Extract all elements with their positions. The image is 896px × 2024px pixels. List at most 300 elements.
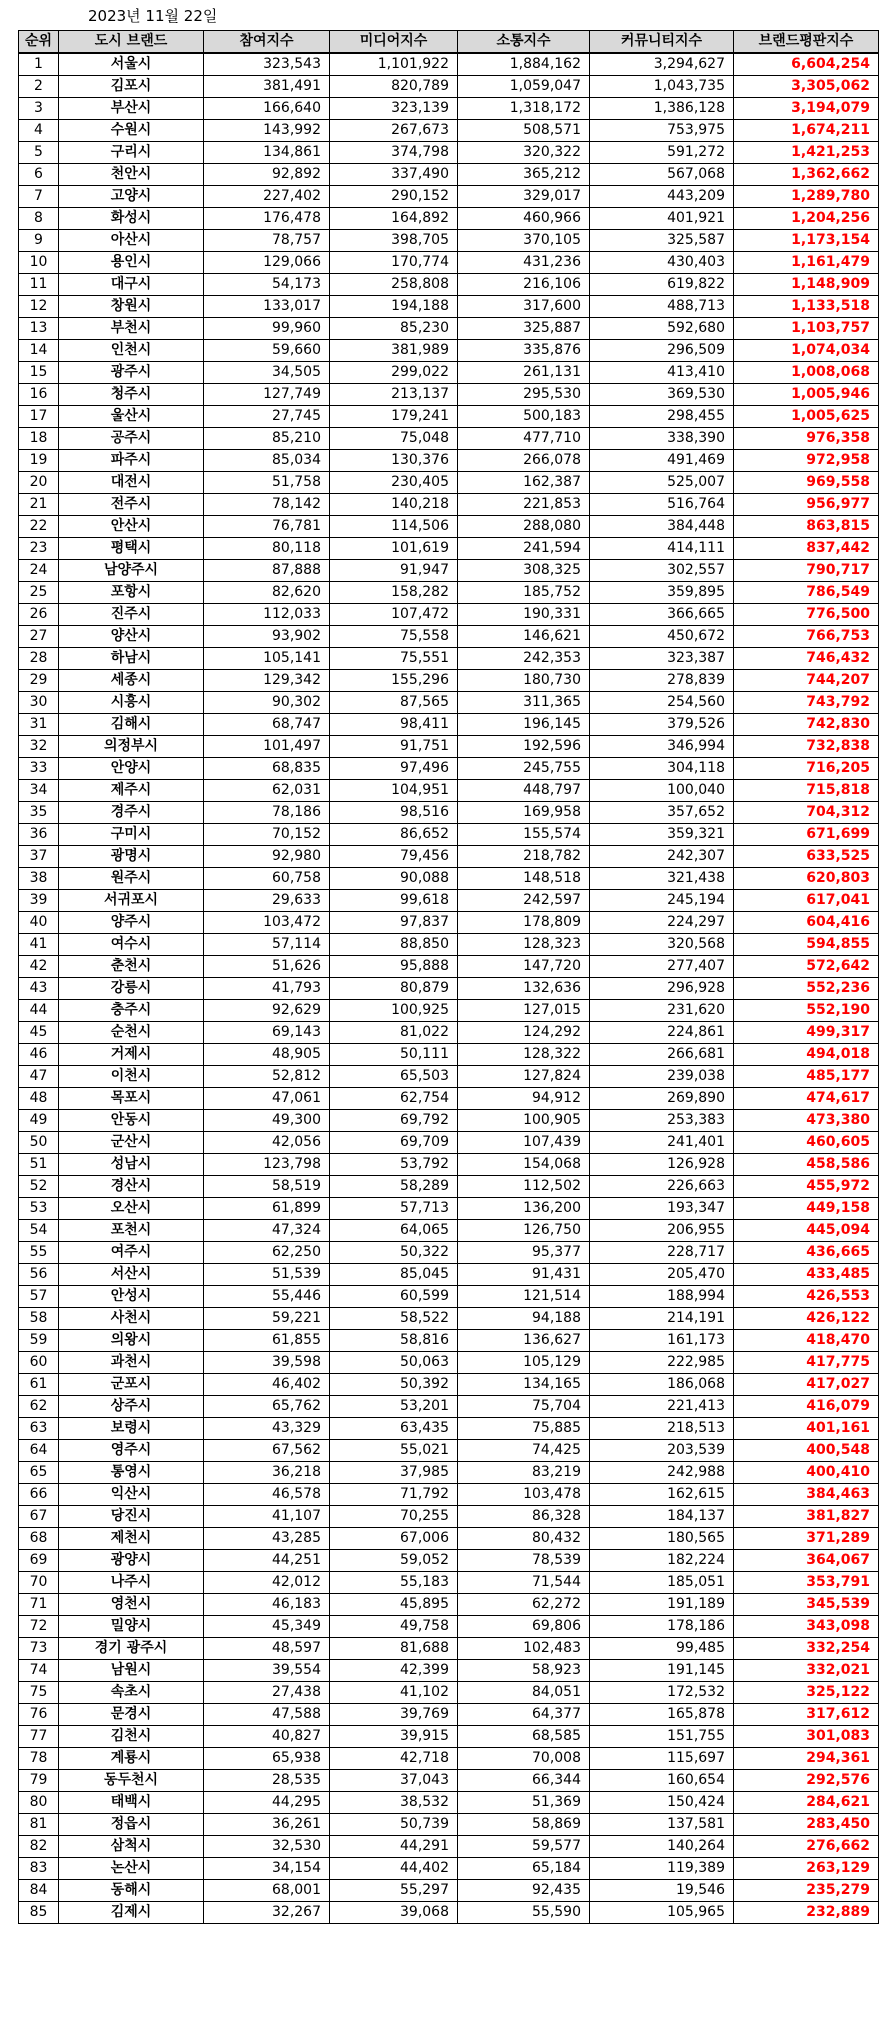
cell-media: 37,985 [330, 1462, 458, 1484]
cell-city-brand: 여수시 [59, 934, 204, 956]
cell-media: 194,188 [330, 296, 458, 318]
cell-communication: 216,106 [458, 274, 590, 296]
cell-rank: 58 [19, 1308, 59, 1330]
cell-media: 90,088 [330, 868, 458, 890]
cell-brand-index: 776,500 [734, 604, 879, 626]
cell-brand-index: 485,177 [734, 1066, 879, 1088]
cell-media: 50,322 [330, 1242, 458, 1264]
cell-city-brand: 김천시 [59, 1726, 204, 1748]
cell-participation: 54,173 [204, 274, 330, 296]
cell-community: 320,568 [590, 934, 734, 956]
table-row [19, 142, 879, 164]
cell-participation: 51,626 [204, 956, 330, 978]
cell-participation: 67,562 [204, 1440, 330, 1462]
cell-city-brand: 성남시 [59, 1154, 204, 1176]
table-row [19, 1528, 879, 1550]
cell-brand-index: 969,558 [734, 472, 879, 494]
cell-communication: 62,272 [458, 1594, 590, 1616]
cell-communication: 308,325 [458, 560, 590, 582]
cell-city-brand: 의왕시 [59, 1330, 204, 1352]
cell-community: 239,038 [590, 1066, 734, 1088]
cell-community: 224,297 [590, 912, 734, 934]
cell-brand-index: 343,098 [734, 1616, 879, 1638]
cell-brand-index: 417,775 [734, 1352, 879, 1374]
table-row [19, 1308, 879, 1330]
cell-city-brand: 전주시 [59, 494, 204, 516]
table-row [19, 1066, 879, 1088]
cell-community: 224,861 [590, 1022, 734, 1044]
cell-media: 62,754 [330, 1088, 458, 1110]
cell-media: 100,925 [330, 1000, 458, 1022]
cell-rank: 67 [19, 1506, 59, 1528]
cell-rank: 10 [19, 252, 59, 274]
cell-media: 381,989 [330, 340, 458, 362]
cell-rank: 77 [19, 1726, 59, 1748]
cell-communication: 448,797 [458, 780, 590, 802]
cell-brand-index: 1,421,253 [734, 142, 879, 164]
cell-communication: 127,015 [458, 1000, 590, 1022]
cell-media: 55,183 [330, 1572, 458, 1594]
cell-rank: 47 [19, 1066, 59, 1088]
cell-community: 591,272 [590, 142, 734, 164]
cell-media: 55,021 [330, 1440, 458, 1462]
cell-city-brand: 통영시 [59, 1462, 204, 1484]
cell-participation: 61,855 [204, 1330, 330, 1352]
cell-brand-index: 455,972 [734, 1176, 879, 1198]
table-row [19, 1770, 879, 1792]
cell-brand-index: 790,717 [734, 560, 879, 582]
cell-city-brand: 익산시 [59, 1484, 204, 1506]
cell-brand-index: 1,362,662 [734, 164, 879, 186]
cell-participation: 78,757 [204, 230, 330, 252]
cell-city-brand: 충주시 [59, 1000, 204, 1022]
cell-community: 162,615 [590, 1484, 734, 1506]
table-row [19, 1616, 879, 1638]
cell-participation: 43,285 [204, 1528, 330, 1550]
cell-brand-index: 1,161,479 [734, 252, 879, 274]
cell-participation: 92,892 [204, 164, 330, 186]
cell-city-brand: 안성시 [59, 1286, 204, 1308]
table-row [19, 714, 879, 736]
cell-city-brand: 거제시 [59, 1044, 204, 1066]
cell-rank: 83 [19, 1858, 59, 1880]
cell-rank: 72 [19, 1616, 59, 1638]
table-row [19, 604, 879, 626]
cell-participation: 176,478 [204, 208, 330, 230]
cell-rank: 28 [19, 648, 59, 670]
cell-rank: 69 [19, 1550, 59, 1572]
cell-participation: 82,620 [204, 582, 330, 604]
table-row [19, 1682, 879, 1704]
cell-community: 214,191 [590, 1308, 734, 1330]
cell-brand-index: 418,470 [734, 1330, 879, 1352]
cell-communication: 92,435 [458, 1880, 590, 1902]
cell-participation: 27,745 [204, 406, 330, 428]
cell-city-brand: 목포시 [59, 1088, 204, 1110]
cell-community: 366,665 [590, 604, 734, 626]
col-header-community: 커뮤니티지수 [590, 31, 734, 54]
table-row [19, 1484, 879, 1506]
cell-communication: 134,165 [458, 1374, 590, 1396]
cell-communication: 196,145 [458, 714, 590, 736]
cell-participation: 68,001 [204, 1880, 330, 1902]
cell-brand-index: 3,194,079 [734, 98, 879, 120]
cell-rank: 37 [19, 846, 59, 868]
cell-participation: 28,535 [204, 1770, 330, 1792]
cell-community: 193,347 [590, 1198, 734, 1220]
cell-city-brand: 파주시 [59, 450, 204, 472]
cell-city-brand: 문경시 [59, 1704, 204, 1726]
cell-participation: 39,598 [204, 1352, 330, 1374]
cell-city-brand: 고양시 [59, 186, 204, 208]
cell-rank: 24 [19, 560, 59, 582]
cell-community: 115,697 [590, 1748, 734, 1770]
cell-media: 75,551 [330, 648, 458, 670]
cell-rank: 81 [19, 1814, 59, 1836]
cell-media: 374,798 [330, 142, 458, 164]
cell-brand-index: 433,485 [734, 1264, 879, 1286]
cell-rank: 63 [19, 1418, 59, 1440]
cell-brand-index: 401,161 [734, 1418, 879, 1440]
cell-rank: 18 [19, 428, 59, 450]
cell-city-brand: 아산시 [59, 230, 204, 252]
cell-brand-index: 743,792 [734, 692, 879, 714]
cell-communication: 102,483 [458, 1638, 590, 1660]
cell-communication: 185,752 [458, 582, 590, 604]
cell-rank: 35 [19, 802, 59, 824]
cell-community: 338,390 [590, 428, 734, 450]
table-row [19, 384, 879, 406]
cell-community: 160,654 [590, 1770, 734, 1792]
cell-participation: 103,472 [204, 912, 330, 934]
cell-community: 323,387 [590, 648, 734, 670]
table-row [19, 516, 879, 538]
cell-rank: 20 [19, 472, 59, 494]
cell-community: 298,455 [590, 406, 734, 428]
cell-community: 384,448 [590, 516, 734, 538]
table-row [19, 1198, 879, 1220]
cell-brand-index: 426,122 [734, 1308, 879, 1330]
cell-community: 359,895 [590, 582, 734, 604]
cell-rank: 9 [19, 230, 59, 252]
cell-city-brand: 속초시 [59, 1682, 204, 1704]
cell-participation: 48,597 [204, 1638, 330, 1660]
cell-brand-index: 956,977 [734, 494, 879, 516]
cell-community: 491,469 [590, 450, 734, 472]
cell-brand-index: 620,803 [734, 868, 879, 890]
table-row [19, 1638, 879, 1660]
cell-media: 70,255 [330, 1506, 458, 1528]
cell-community: 359,321 [590, 824, 734, 846]
cell-communication: 311,365 [458, 692, 590, 714]
cell-community: 753,975 [590, 120, 734, 142]
cell-communication: 335,876 [458, 340, 590, 362]
table-row [19, 1352, 879, 1374]
cell-media: 41,102 [330, 1682, 458, 1704]
cell-brand-index: 332,254 [734, 1638, 879, 1660]
cell-brand-index: 786,549 [734, 582, 879, 604]
cell-rank: 51 [19, 1154, 59, 1176]
cell-community: 140,264 [590, 1836, 734, 1858]
cell-participation: 143,992 [204, 120, 330, 142]
cell-community: 126,928 [590, 1154, 734, 1176]
cell-participation: 40,827 [204, 1726, 330, 1748]
cell-rank: 25 [19, 582, 59, 604]
table-row [19, 648, 879, 670]
cell-communication: 83,219 [458, 1462, 590, 1484]
cell-media: 97,837 [330, 912, 458, 934]
cell-communication: 242,597 [458, 890, 590, 912]
cell-rank: 31 [19, 714, 59, 736]
cell-community: 231,620 [590, 1000, 734, 1022]
cell-community: 221,413 [590, 1396, 734, 1418]
cell-media: 820,789 [330, 76, 458, 98]
cell-communication: 190,331 [458, 604, 590, 626]
cell-media: 57,713 [330, 1198, 458, 1220]
cell-participation: 134,861 [204, 142, 330, 164]
cell-participation: 76,781 [204, 516, 330, 538]
cell-community: 99,485 [590, 1638, 734, 1660]
cell-communication: 155,574 [458, 824, 590, 846]
cell-brand-index: 473,380 [734, 1110, 879, 1132]
cell-city-brand: 서귀포시 [59, 890, 204, 912]
cell-brand-index: 552,236 [734, 978, 879, 1000]
cell-city-brand: 용인시 [59, 252, 204, 274]
cell-rank: 82 [19, 1836, 59, 1858]
table-row [19, 1440, 879, 1462]
cell-community: 150,424 [590, 1792, 734, 1814]
cell-brand-index: 1,289,780 [734, 186, 879, 208]
table-row [19, 1660, 879, 1682]
cell-media: 60,599 [330, 1286, 458, 1308]
table-row [19, 1286, 879, 1308]
cell-brand-index: 617,041 [734, 890, 879, 912]
cell-rank: 4 [19, 120, 59, 142]
cell-communication: 320,322 [458, 142, 590, 164]
cell-media: 69,709 [330, 1132, 458, 1154]
cell-community: 430,403 [590, 252, 734, 274]
cell-communication: 266,078 [458, 450, 590, 472]
cell-communication: 74,425 [458, 1440, 590, 1462]
table-row [19, 318, 879, 340]
cell-communication: 51,369 [458, 1792, 590, 1814]
cell-community: 165,878 [590, 1704, 734, 1726]
cell-participation: 44,251 [204, 1550, 330, 1572]
cell-participation: 166,640 [204, 98, 330, 120]
cell-rank: 6 [19, 164, 59, 186]
cell-media: 42,399 [330, 1660, 458, 1682]
cell-participation: 90,302 [204, 692, 330, 714]
cell-media: 81,688 [330, 1638, 458, 1660]
cell-rank: 12 [19, 296, 59, 318]
cell-community: 245,194 [590, 890, 734, 912]
cell-media: 164,892 [330, 208, 458, 230]
cell-community: 19,546 [590, 1880, 734, 1902]
cell-media: 65,503 [330, 1066, 458, 1088]
cell-brand-index: 716,205 [734, 758, 879, 780]
cell-media: 101,619 [330, 538, 458, 560]
table-row [19, 824, 879, 846]
cell-rank: 42 [19, 956, 59, 978]
cell-community: 180,565 [590, 1528, 734, 1550]
cell-communication: 370,105 [458, 230, 590, 252]
cell-brand-index: 499,317 [734, 1022, 879, 1044]
cell-brand-index: 400,410 [734, 1462, 879, 1484]
cell-communication: 126,750 [458, 1220, 590, 1242]
table-row [19, 428, 879, 450]
cell-participation: 80,118 [204, 538, 330, 560]
cell-communication: 94,188 [458, 1308, 590, 1330]
cell-community: 185,051 [590, 1572, 734, 1594]
cell-community: 172,532 [590, 1682, 734, 1704]
cell-rank: 1 [19, 53, 59, 76]
cell-communication: 1,059,047 [458, 76, 590, 98]
cell-media: 75,558 [330, 626, 458, 648]
cell-rank: 8 [19, 208, 59, 230]
cell-media: 55,297 [330, 1880, 458, 1902]
table-row [19, 296, 879, 318]
cell-city-brand: 수원시 [59, 120, 204, 142]
table-row [19, 494, 879, 516]
cell-participation: 46,578 [204, 1484, 330, 1506]
cell-communication: 95,377 [458, 1242, 590, 1264]
cell-city-brand: 광명시 [59, 846, 204, 868]
cell-community: 567,068 [590, 164, 734, 186]
table-row [19, 1814, 879, 1836]
cell-media: 38,532 [330, 1792, 458, 1814]
cell-brand-index: 1,103,757 [734, 318, 879, 340]
cell-media: 45,895 [330, 1594, 458, 1616]
cell-rank: 39 [19, 890, 59, 912]
cell-participation: 47,324 [204, 1220, 330, 1242]
cell-community: 1,043,735 [590, 76, 734, 98]
cell-brand-index: 704,312 [734, 802, 879, 824]
cell-communication: 66,344 [458, 1770, 590, 1792]
cell-city-brand: 안동시 [59, 1110, 204, 1132]
cell-city-brand: 삼척시 [59, 1836, 204, 1858]
cell-brand-index: 232,889 [734, 1902, 879, 1924]
table-row [19, 252, 879, 274]
cell-brand-index: 604,416 [734, 912, 879, 934]
cell-city-brand: 보령시 [59, 1418, 204, 1440]
table-row [19, 1726, 879, 1748]
cell-brand-index: 317,612 [734, 1704, 879, 1726]
cell-brand-index: 594,855 [734, 934, 879, 956]
cell-community: 205,470 [590, 1264, 734, 1286]
cell-rank: 85 [19, 1902, 59, 1924]
cell-rank: 79 [19, 1770, 59, 1792]
cell-brand-index: 276,662 [734, 1836, 879, 1858]
cell-city-brand: 평택시 [59, 538, 204, 560]
cell-participation: 92,980 [204, 846, 330, 868]
cell-rank: 23 [19, 538, 59, 560]
report-date: 2023년 11월 22일 [88, 7, 218, 25]
cell-rank: 53 [19, 1198, 59, 1220]
cell-brand-index: 263,129 [734, 1858, 879, 1880]
table-row [19, 1044, 879, 1066]
cell-city-brand: 경주시 [59, 802, 204, 824]
table-row [19, 1176, 879, 1198]
cell-communication: 69,806 [458, 1616, 590, 1638]
cell-community: 191,145 [590, 1660, 734, 1682]
cell-participation: 127,749 [204, 384, 330, 406]
cell-brand-index: 744,207 [734, 670, 879, 692]
cell-rank: 71 [19, 1594, 59, 1616]
cell-media: 158,282 [330, 582, 458, 604]
cell-communication: 55,590 [458, 1902, 590, 1924]
table-row [19, 274, 879, 296]
cell-city-brand: 제주시 [59, 780, 204, 802]
cell-participation: 99,960 [204, 318, 330, 340]
cell-participation: 32,530 [204, 1836, 330, 1858]
cell-brand-index: 1,074,034 [734, 340, 879, 362]
table-row [19, 560, 879, 582]
cell-media: 1,101,922 [330, 53, 458, 76]
table-row [19, 1154, 879, 1176]
cell-participation: 52,812 [204, 1066, 330, 1088]
cell-media: 85,230 [330, 318, 458, 340]
cell-rank: 50 [19, 1132, 59, 1154]
cell-city-brand: 경산시 [59, 1176, 204, 1198]
cell-media: 85,045 [330, 1264, 458, 1286]
cell-communication: 100,905 [458, 1110, 590, 1132]
cell-brand-index: 1,008,068 [734, 362, 879, 384]
cell-brand-index: 863,815 [734, 516, 879, 538]
cell-brand-index: 474,617 [734, 1088, 879, 1110]
cell-rank: 40 [19, 912, 59, 934]
table-row [19, 472, 879, 494]
cell-city-brand: 구미시 [59, 824, 204, 846]
cell-city-brand: 동두천시 [59, 1770, 204, 1792]
cell-participation: 323,543 [204, 53, 330, 76]
cell-participation: 381,491 [204, 76, 330, 98]
cell-media: 75,048 [330, 428, 458, 450]
cell-participation: 87,888 [204, 560, 330, 582]
cell-participation: 92,629 [204, 1000, 330, 1022]
cell-rank: 17 [19, 406, 59, 428]
cell-communication: 317,600 [458, 296, 590, 318]
cell-participation: 42,056 [204, 1132, 330, 1154]
table-row [19, 120, 879, 142]
cell-participation: 68,747 [204, 714, 330, 736]
cell-communication: 127,824 [458, 1066, 590, 1088]
table-row [19, 164, 879, 186]
cell-community: 450,672 [590, 626, 734, 648]
cell-rank: 60 [19, 1352, 59, 1374]
cell-participation: 61,899 [204, 1198, 330, 1220]
cell-media: 213,137 [330, 384, 458, 406]
cell-brand-index: 972,958 [734, 450, 879, 472]
cell-communication: 105,129 [458, 1352, 590, 1374]
cell-communication: 288,080 [458, 516, 590, 538]
cell-participation: 34,505 [204, 362, 330, 384]
cell-communication: 178,809 [458, 912, 590, 934]
cell-rank: 65 [19, 1462, 59, 1484]
cell-media: 114,506 [330, 516, 458, 538]
cell-participation: 41,793 [204, 978, 330, 1000]
table-row [19, 1088, 879, 1110]
cell-brand-index: 1,005,625 [734, 406, 879, 428]
cell-city-brand: 경기 광주시 [59, 1638, 204, 1660]
cell-media: 59,052 [330, 1550, 458, 1572]
cell-participation: 93,902 [204, 626, 330, 648]
cell-media: 58,522 [330, 1308, 458, 1330]
cell-rank: 26 [19, 604, 59, 626]
table-row [19, 780, 879, 802]
cell-participation: 48,905 [204, 1044, 330, 1066]
cell-rank: 61 [19, 1374, 59, 1396]
cell-communication: 136,200 [458, 1198, 590, 1220]
